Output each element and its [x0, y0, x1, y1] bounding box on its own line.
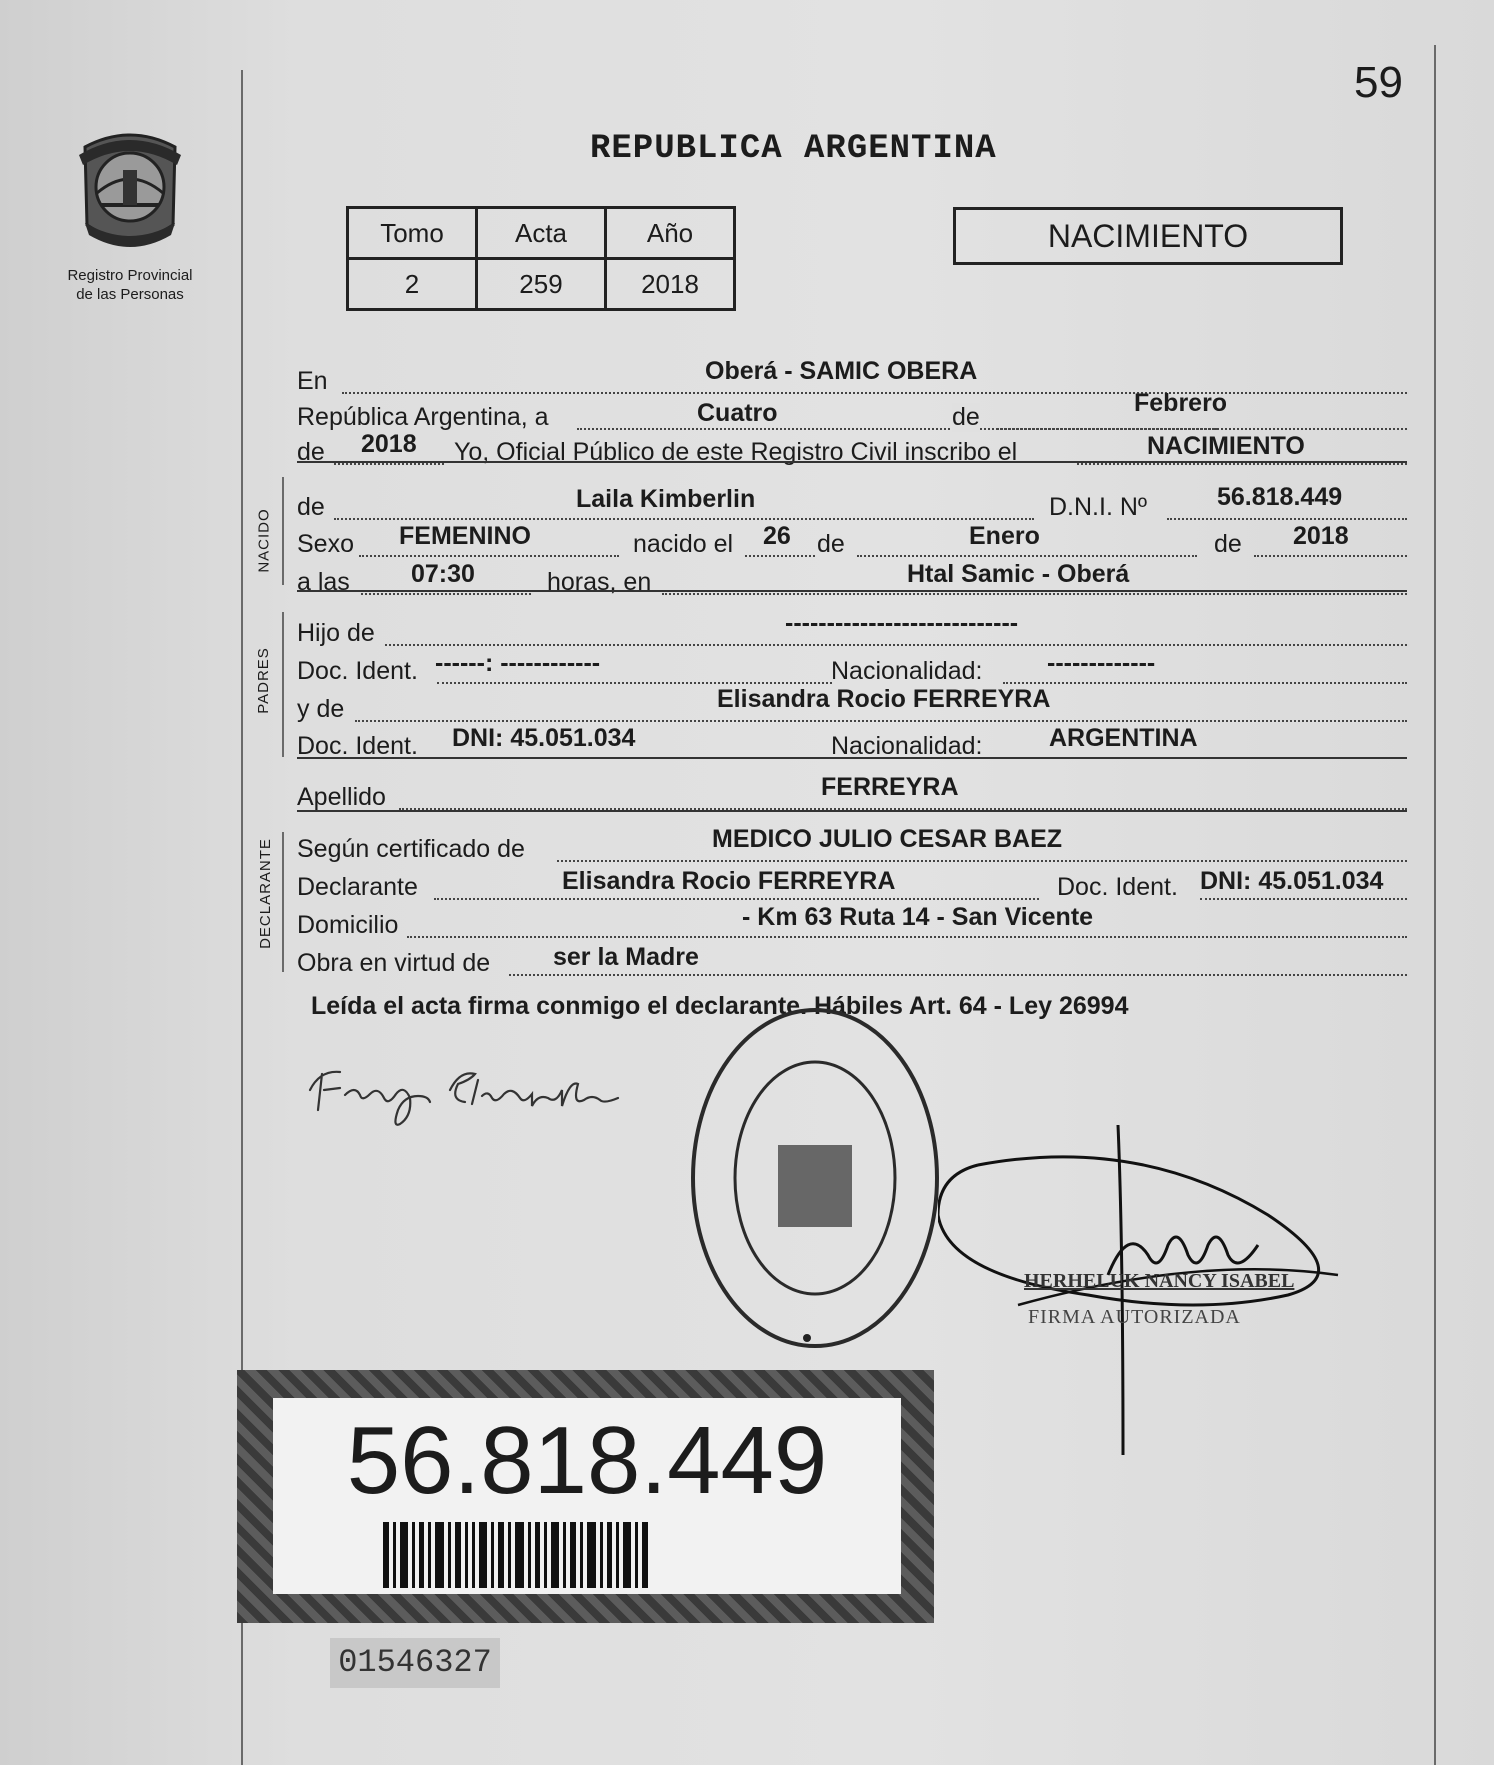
- mes-value: Febrero: [1134, 389, 1228, 417]
- sexo-label: Sexo: [297, 530, 354, 558]
- separator-4: [297, 810, 1407, 812]
- row-nombre: [297, 483, 1407, 522]
- side-label-nacido: NACIDO: [255, 508, 273, 573]
- nac-mes-value: Enero: [969, 522, 1040, 550]
- yo-text: Yo, Oficial Público de este Registro Civil inscribo el: [454, 438, 1018, 466]
- barcode-sticker: [237, 1370, 934, 1623]
- barcode-number: 56.818.449: [346, 1407, 828, 1514]
- apellido-value: FERREYRA: [821, 773, 959, 801]
- lugar-value: Htal Samic - Oberá: [907, 560, 1130, 588]
- madre-value: Elisandra Rocio FERREYRA: [717, 685, 1051, 713]
- certificado-label: Según certificado de: [297, 835, 525, 863]
- registry-logo: [55, 125, 205, 304]
- row-doc1: [297, 649, 1407, 686]
- anio-registro-value: 2018: [361, 430, 417, 458]
- hora-value: 07:30: [411, 560, 475, 588]
- en-label: En: [297, 367, 328, 395]
- official-role-stamp: FIRMA AUTORIZADA: [1028, 1306, 1241, 1328]
- row-domicilio: [297, 903, 1407, 940]
- row-apellido: [297, 773, 1407, 812]
- separator-3: [297, 757, 1407, 759]
- decl-doc-value: DNI: 45.051.034: [1200, 867, 1384, 895]
- nacido-bracket: [282, 477, 284, 585]
- nac2-label: Nacionalidad:: [831, 732, 983, 760]
- nac-anio-value: 2018: [1293, 522, 1349, 550]
- row-fecha: [297, 389, 1407, 432]
- doc1-value: ------: ------------: [435, 649, 601, 677]
- leida-acta-text: Leída el acta firma conmigo el declarante. Hábiles Art. 64 - Ley 26994: [311, 992, 1129, 1020]
- padre-value: ----------------------------: [785, 609, 1019, 637]
- de2-label: de: [297, 438, 325, 466]
- barcode-bars: [383, 1522, 793, 1588]
- separator-1: [297, 461, 1407, 463]
- tomo-value: 2: [348, 259, 477, 310]
- row-en: [297, 357, 1407, 396]
- acta-value: 259: [477, 259, 606, 310]
- province-seal-icon: [65, 125, 195, 255]
- side-label-padres: PADRES: [254, 647, 272, 714]
- inscribe-value: NACIMIENTO: [1147, 432, 1305, 460]
- dia-value: Cuatro: [697, 399, 778, 427]
- row-declarante: [297, 868, 1407, 902]
- a-las-label: a las: [297, 568, 350, 596]
- doc1-label: Doc. Ident.: [297, 657, 418, 685]
- en-value: Oberá - SAMIC OBERA: [705, 357, 978, 385]
- nac-de2-label: de: [1214, 530, 1242, 558]
- obra-label: Obra en virtud de: [297, 949, 491, 977]
- dni-value: 56.818.449: [1217, 483, 1343, 511]
- dni-label: D.N.I. Nº: [1049, 493, 1148, 521]
- y-de-label: y de: [297, 695, 345, 723]
- declarante-bracket: [282, 832, 284, 972]
- row-madre: [297, 685, 1407, 724]
- declarante-value: Elisandra Rocio FERREYRA: [562, 867, 896, 895]
- tomo-acta-table: [346, 206, 736, 311]
- nac2-value: ARGENTINA: [1049, 724, 1198, 752]
- doc2-label: Doc. Ident.: [297, 732, 418, 760]
- nombre-value: Laila Kimberlin: [576, 485, 756, 513]
- nacido-el-label: nacido el: [633, 530, 734, 558]
- registry-stamp: [682, 1003, 948, 1363]
- row-doc2: [297, 724, 1407, 761]
- obra-value: ser la Madre: [553, 943, 699, 971]
- page-number: 59: [1354, 58, 1403, 107]
- nac1-value: -------------: [1047, 649, 1156, 677]
- nacido-de-label: de: [297, 493, 325, 521]
- certificado-value: MEDICO JULIO CESAR BAEZ: [712, 825, 1063, 853]
- republica-label: República Argentina, a: [297, 403, 549, 431]
- row-sexo: [297, 522, 1407, 559]
- row-hijo-de: [297, 609, 1407, 648]
- logo-caption-line-2: de las Personas: [76, 286, 184, 303]
- tomo-header: Tomo: [348, 208, 477, 259]
- decl-doc-label: Doc. Ident.: [1057, 873, 1178, 901]
- anio-value: 2018: [606, 259, 735, 310]
- domicilio-value: - Km 63 Ruta 14 - San Vicente: [742, 903, 1094, 931]
- logo-caption-line-1: Registro Provincial: [67, 267, 193, 284]
- sexo-value: FEMENINO: [399, 522, 531, 550]
- domicilio-label: Domicilio: [297, 911, 399, 939]
- nac1-label: Nacionalidad:: [831, 657, 983, 685]
- serial-number: 01546327: [330, 1638, 500, 1688]
- anio-header: Año: [606, 208, 735, 259]
- padres-bracket: [282, 612, 284, 757]
- document-title: REPUBLICA ARGENTINA: [590, 130, 997, 168]
- official-name-stamp: HERHELUK NANCY ISABEL: [1024, 1270, 1295, 1292]
- row-obra: [297, 944, 1407, 978]
- doc2-value: DNI: 45.051.034: [452, 724, 636, 752]
- row-certificado: [297, 825, 1407, 864]
- side-label-declarante: DECLARANTE: [256, 838, 274, 949]
- nac-dia-value: 26: [763, 522, 791, 550]
- hijo-de-label: Hijo de: [297, 619, 375, 647]
- barcode-panel: [273, 1398, 901, 1594]
- de-label: de: [952, 403, 980, 431]
- document-type-box: NACIMIENTO: [953, 207, 1343, 265]
- right-margin-line: [1434, 45, 1436, 1765]
- declarant-signature: [300, 1050, 660, 1130]
- separator-2: [297, 590, 1407, 592]
- apellido-label: Apellido: [297, 783, 386, 811]
- horas-en-label: horas, en: [547, 568, 652, 596]
- acta-header: Acta: [477, 208, 606, 259]
- nac-de-label: de: [817, 530, 845, 558]
- declarante-label: Declarante: [297, 873, 418, 901]
